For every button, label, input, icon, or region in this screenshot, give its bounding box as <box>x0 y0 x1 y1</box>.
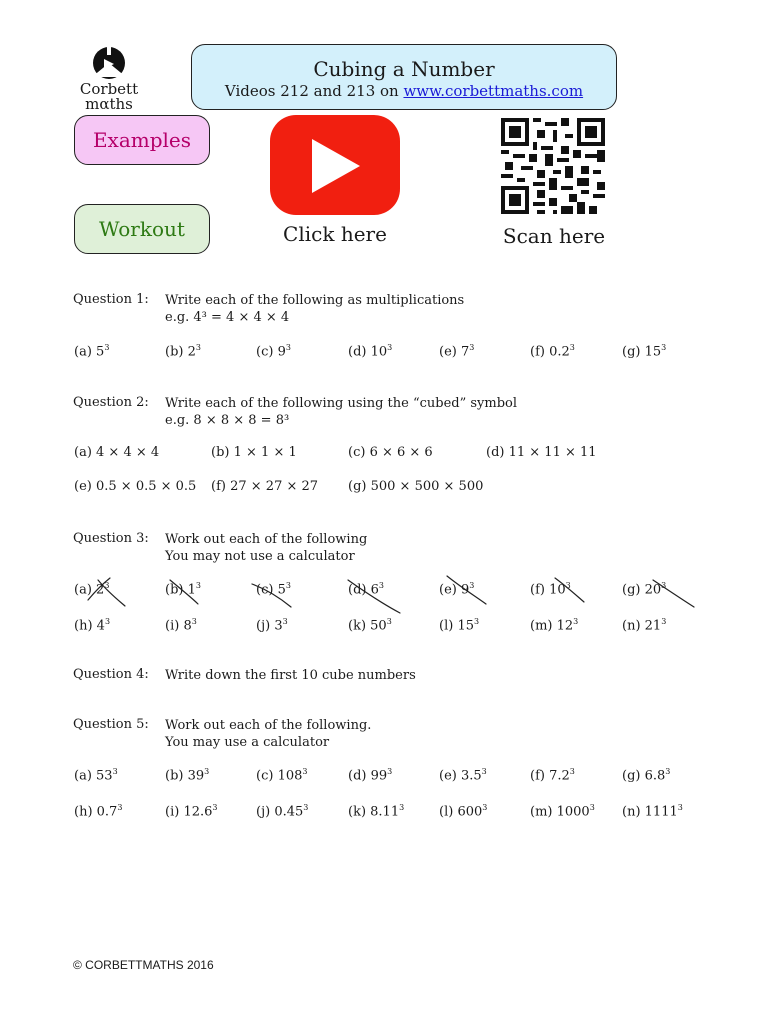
item-exponent: 3 <box>303 803 309 812</box>
item-value: 12.6 <box>183 804 213 820</box>
question-item <box>74 617 110 633</box>
question-item <box>165 767 209 783</box>
item-exponent: 3 <box>195 581 201 590</box>
item-letter: (i) <box>165 804 184 820</box>
question-item <box>348 767 392 783</box>
item-letter: (f) <box>530 344 550 360</box>
item-exponent: 3 <box>661 617 667 626</box>
item-letter: (e) <box>439 582 461 598</box>
item-letter: (g) <box>622 582 645 598</box>
question-item <box>530 767 575 783</box>
question-item <box>165 803 217 819</box>
item-value: 0.45 <box>274 804 304 820</box>
item-letter: (f) <box>530 582 550 598</box>
question-item <box>530 803 595 819</box>
item-value: 20 <box>644 582 662 598</box>
logo-line-2: mαths <box>85 95 133 113</box>
item-value: 4 <box>96 618 105 634</box>
question-item <box>256 803 308 819</box>
question-item <box>256 617 288 633</box>
item-exponent: 3 <box>104 343 110 352</box>
item-letter: (b) <box>165 768 188 784</box>
question-item <box>530 343 575 359</box>
item-value: 600 <box>457 804 483 820</box>
item-letter: (d) <box>348 768 371 784</box>
question-item <box>348 479 483 494</box>
item-value: 4 × 4 × 4 <box>96 445 160 460</box>
workout-button[interactable]: Workout <box>74 204 210 254</box>
question-item <box>439 343 474 359</box>
item-exponent: 3 <box>387 343 393 352</box>
item-exponent: 3 <box>387 767 393 776</box>
item-value: 15 <box>457 618 474 634</box>
item-exponent: 3 <box>386 617 392 626</box>
question-label: Question 1: <box>73 292 149 307</box>
item-letter: (c) <box>256 768 278 784</box>
item-letter: (e) <box>439 344 461 360</box>
question-item <box>439 803 487 819</box>
item-value: 15 <box>644 344 662 360</box>
page-title: Cubing a Number <box>313 57 495 81</box>
item-exponent: 3 <box>482 803 488 812</box>
question-item <box>211 445 297 460</box>
item-exponent: 3 <box>117 803 123 812</box>
question-item <box>74 479 196 494</box>
question-label: Question 5: <box>73 717 149 732</box>
item-letter: (d) <box>486 445 509 460</box>
item-value: 50 <box>370 618 387 634</box>
item-exponent: 3 <box>677 803 683 812</box>
item-letter: (l) <box>439 804 458 820</box>
question-text: You may not use a calculator <box>165 549 355 564</box>
subtitle <box>192 81 616 101</box>
item-exponent: 3 <box>469 581 475 590</box>
item-letter: (a) <box>74 582 97 598</box>
item-letter: (n) <box>622 618 645 634</box>
question-item <box>348 803 404 819</box>
question-item <box>165 581 201 597</box>
item-exponent: 3 <box>378 581 384 590</box>
question-item <box>530 617 578 633</box>
item-exponent: 3 <box>212 803 218 812</box>
item-value: 27 × 27 × 27 <box>230 479 319 494</box>
item-exponent: 3 <box>661 343 667 352</box>
examples-button[interactable]: Examples <box>74 115 210 165</box>
item-exponent: 3 <box>661 581 667 590</box>
question-item <box>211 479 318 494</box>
item-letter: (g) <box>622 768 645 784</box>
item-letter: (a) <box>74 445 97 460</box>
item-letter: (i) <box>165 618 184 634</box>
item-letter: (j) <box>256 618 275 634</box>
item-letter: (a) <box>74 344 97 360</box>
item-letter: (n) <box>622 804 645 820</box>
item-exponent: 3 <box>569 343 575 352</box>
item-value: 6 <box>370 582 379 598</box>
item-value: 0.7 <box>96 804 118 820</box>
question-label: Question 3: <box>73 531 149 546</box>
corbett-logo <box>74 47 144 113</box>
question-item <box>530 581 571 597</box>
title-box <box>191 44 617 110</box>
item-exponent: 3 <box>569 767 575 776</box>
item-value: 3.5 <box>460 768 482 784</box>
click-here-label[interactable]: Click here <box>283 222 387 246</box>
question-item <box>622 343 666 359</box>
question-item <box>74 767 118 783</box>
item-letter: (b) <box>211 445 234 460</box>
item-letter: (m) <box>530 618 557 634</box>
item-letter: (b) <box>165 344 188 360</box>
item-value: 2 <box>187 344 196 360</box>
item-value: 0.5 × 0.5 × 0.5 <box>95 479 197 494</box>
item-value: 6.8 <box>644 768 666 784</box>
question-text: e.g. 4³ = 4 × 4 × 4 <box>165 310 290 325</box>
question-text: You may use a calculator <box>165 735 330 750</box>
item-exponent: 3 <box>565 581 571 590</box>
item-value: 21 <box>644 618 662 634</box>
item-letter: (e) <box>74 479 96 494</box>
item-value: 7.2 <box>549 768 570 784</box>
website-link[interactable]: www.corbettmaths.com <box>403 82 584 100</box>
item-value: 9 <box>277 344 286 360</box>
item-exponent: 3 <box>285 343 291 352</box>
footer-copyright: © CORBETTMATHS 2016 <box>73 958 214 972</box>
item-letter: (k) <box>348 804 371 820</box>
question-text: Work out each of the following. <box>165 718 372 733</box>
item-value: 1 <box>187 582 196 598</box>
question-item <box>256 767 307 783</box>
item-letter: (d) <box>348 582 371 598</box>
item-exponent: 3 <box>112 767 118 776</box>
item-exponent: 3 <box>573 617 579 626</box>
item-letter: (c) <box>348 445 370 460</box>
item-letter: (g) <box>348 479 371 494</box>
question-item <box>348 343 392 359</box>
question-text: e.g. 8 × 8 × 8 = 8³ <box>165 413 290 428</box>
item-exponent: 3 <box>481 767 487 776</box>
item-value: 39 <box>187 768 205 784</box>
item-exponent: 3 <box>195 343 201 352</box>
question-item <box>74 445 159 460</box>
item-letter: (e) <box>439 768 461 784</box>
item-letter: (c) <box>256 344 278 360</box>
item-letter: (m) <box>530 804 557 820</box>
item-value: 5 <box>277 582 286 598</box>
question-item <box>348 617 392 633</box>
item-exponent: 3 <box>665 767 671 776</box>
question-item <box>74 343 109 359</box>
question-item <box>74 803 122 819</box>
question-text: Write each of the following as multiplications <box>165 293 465 308</box>
item-exponent: 3 <box>104 581 110 590</box>
question-item <box>256 581 291 597</box>
corbett-logo-icon <box>88 47 130 81</box>
item-value: 10 <box>549 582 566 598</box>
item-exponent: 3 <box>191 617 197 626</box>
item-value: 1 × 1 × 1 <box>233 445 297 460</box>
question-text: Work out each of the following <box>165 532 368 547</box>
question-label: Question 2: <box>73 395 149 410</box>
item-value: 108 <box>277 768 303 784</box>
item-value: 8 <box>183 618 192 634</box>
item-exponent: 3 <box>282 617 288 626</box>
question-item <box>486 445 597 460</box>
item-value: 1111 <box>644 804 678 820</box>
question-item <box>622 581 666 597</box>
question-item <box>165 343 201 359</box>
item-exponent: 3 <box>302 767 308 776</box>
question-item <box>439 767 487 783</box>
item-letter: (c) <box>256 582 278 598</box>
item-letter: (h) <box>74 618 97 634</box>
question-item <box>622 767 670 783</box>
item-letter: (g) <box>622 344 645 360</box>
question-label: Question 4: <box>73 667 149 682</box>
item-value: 10 <box>370 344 388 360</box>
item-letter: (j) <box>256 804 275 820</box>
item-value: 53 <box>96 768 113 784</box>
item-value: 2 <box>96 582 105 598</box>
question-item <box>256 343 291 359</box>
subtitle-text: Videos 212 and 213 on <box>224 82 404 100</box>
item-exponent: 3 <box>285 581 291 590</box>
item-value: 12 <box>556 618 574 634</box>
question-item <box>165 617 197 633</box>
question-item <box>622 617 666 633</box>
question-item <box>622 803 683 819</box>
question-text: Write down the first 10 cube numbers <box>165 668 416 683</box>
question-item <box>348 445 433 460</box>
item-value: 99 <box>370 768 388 784</box>
qr-code-icon[interactable] <box>501 118 605 214</box>
item-value: 5 <box>96 344 105 360</box>
item-value: 500 × 500 × 500 <box>370 479 484 494</box>
item-exponent: 3 <box>204 767 210 776</box>
logo-line-1: Corbett <box>79 80 139 98</box>
item-exponent: 3 <box>104 617 111 626</box>
item-value: 9 <box>460 582 470 598</box>
question-item <box>348 581 384 597</box>
item-letter: (l) <box>439 618 458 634</box>
scan-here-label: Scan here <box>502 224 606 248</box>
item-value: 7 <box>460 344 470 360</box>
item-exponent: 3 <box>469 343 475 352</box>
item-value: 8.11 <box>370 804 400 820</box>
question-item <box>74 581 109 597</box>
item-letter: (f) <box>211 479 231 494</box>
item-exponent: 3 <box>399 803 405 812</box>
question-item <box>439 617 479 633</box>
item-value: 1000 <box>556 804 590 820</box>
item-letter: (h) <box>74 804 97 820</box>
item-value: 0.2 <box>549 344 570 360</box>
question-text: Write each of the following using the “cubed” symbol <box>165 396 518 411</box>
item-value: 11 × 11 × 11 <box>508 445 597 460</box>
item-letter: (a) <box>74 768 97 784</box>
item-letter: (d) <box>348 344 371 360</box>
item-exponent: 3 <box>473 617 480 626</box>
item-value: 3 <box>274 618 283 634</box>
play-icon[interactable] <box>270 115 400 215</box>
item-letter: (b) <box>165 582 188 598</box>
item-value: 6 × 6 × 6 <box>369 445 433 460</box>
item-letter: (k) <box>348 618 371 634</box>
question-item <box>439 581 474 597</box>
item-letter: (f) <box>530 768 550 784</box>
item-exponent: 3 <box>589 803 595 812</box>
